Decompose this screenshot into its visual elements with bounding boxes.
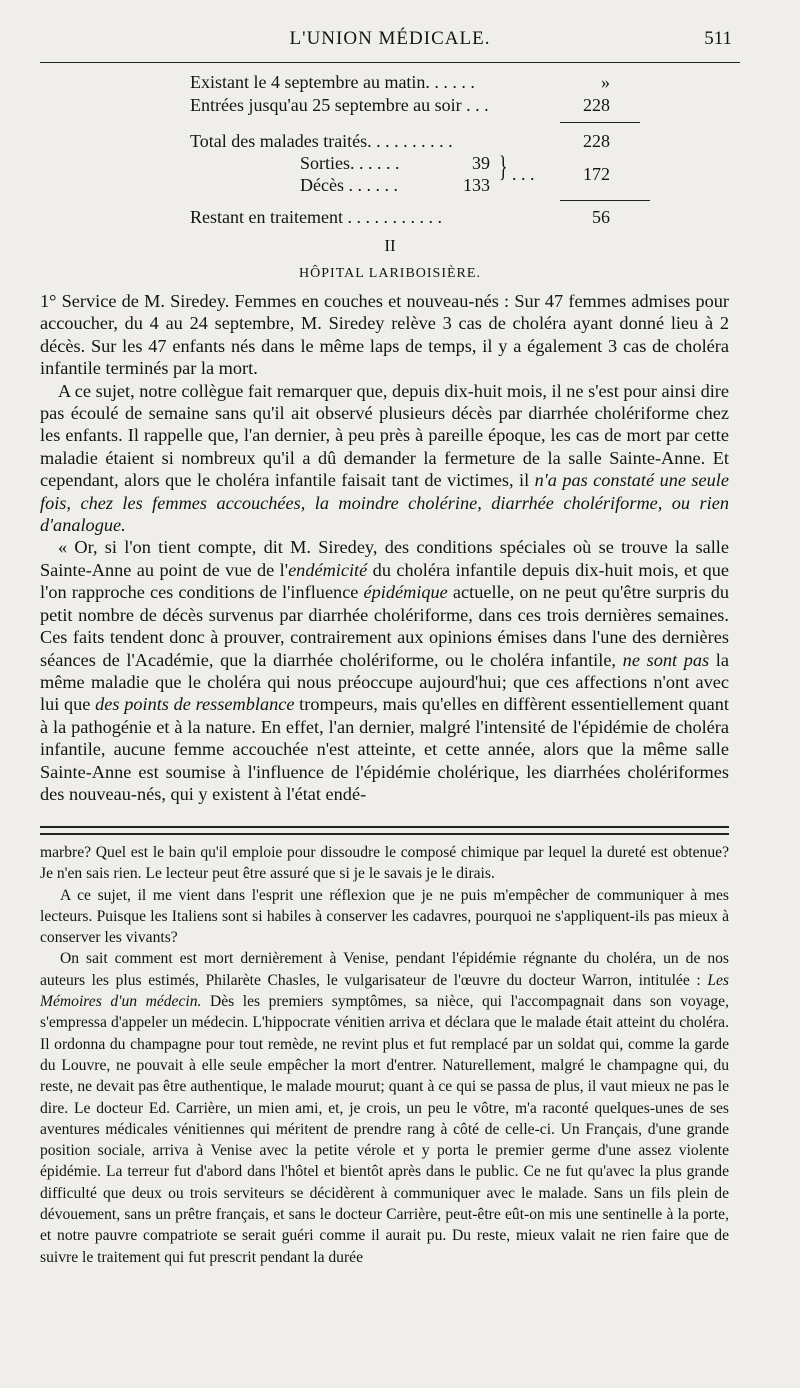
section-number: II [384,236,396,255]
table-label: Restant en traitement . . . . . . . . . . . [190,207,442,227]
page-number: 511 [704,28,732,49]
header-rule [40,62,740,63]
section-heading: HÔPITAL LARIBOISIÈRE. [299,266,481,281]
journal-page: L'UNION MÉDICALE. 511 Existant le 4 septembre au matin. . . . . . » Entrées jusqu'au 25 septembre au soir . . . 228 Total des malades traités. . . . . . . . . . 228 Sorties. . . . . . 39 Décès . . . . . . 133 } . . . 172 Restant en traitement . . . . . . . . . . . 56 II HÔPITAL LARIBOISIÈRE. 1° Service de M. Siredey. Femmes en couches et nouveau-nés : Sur 47 femmes admises pour accoucher, du 4 au 24 septembre, M. Siredey relève 3 cas de choléra ayant donné lieu à 2 décès. Sur les 47 enfants nés dans le même laps de temps, il y a également 3 cas de choléra infantile terminés par la mort. A ce sujet, notre collègue fait remarquer que, depuis dix-huit mois, il ne s'est pour ainsi dire pas écoulé de semaine sans qu'il ait observé plusieurs décès par diarrhée cholériforme chez les enfants. Il rappelle que, l'an dernier, à peu près à pareille époque, les cas de mort par cette maladie étaient si nombreux qu'il a dû demander la fermeture de la salle Sainte-Anne. Et cependant, alors que le choléra infantile faisait tant de victimes, il n'a pas constaté une seule fois, chez les femmes accouchées, la moindre cholérine, diarrhée cholériforme, ou rien d'analogue. « Or, si l'on tient compte, dit M. Siredey, des conditions spéciales où se trouve la salle Sainte-Anne au point de vue de l'endémicité du choléra infantile depuis dix-huit mois, et que l'on rapproche ces conditions de l'influence épidémique actuelle, on ne peut qu'être surpris du petit nombre de décès survenus par diarrhée cholériforme, dans ces trois dernières semaines. Ces faits tendent donc à prouver, contrairement aux opinions émises dans l'une des dernières séances de l'Académie, que la diarrhée cholériforme, ou le choléra infantile, ne sont pas la même maladie que le choléra qui nous préoccupe aujourd'hui; que ces affections n'ont avec lui que des points de ressemblance trompeurs, mais qu'elles en diffèrent essentiellement quant à la pathogénie et à la nature. En effet, l'an dernier, malgré l'intensité de l'épidémie de choléra infantile, aucune femme accouchée n'est atteinte, et cette année, alors que la même salle Sainte-Anne est soumise à l'influence de l'épidémie cholérique, les diarrhées cholériformes des nouveau-nés, qui y existent à l'état endé- marbre? Quel est le bain qu'il emploie pour dissoudre le composé chimique par lequel la dureté est obtenue? Je n'en sais rien. Le lecteur peut être assuré que si je le savais je le dirais. A ce sujet, il me vient dans l'esprit une réflexion que je ne puis m'empêcher de communiquer à mes lecteurs. Puisque les Italiens sont si habiles à conserver les cadavres, pourquoi ne s'appliquent-ils pas mieux à conserver les vivants? On sait comment est mort dernièrement à Venise, pendant l'épidémie régnante du choléra, un de nos auteurs les plus estimés, Philarète Chasles, le vulgarisateur de l'œuvre du docteur Warron, intitulée : Les Mémoires d'un médecin. Dès les premiers symptômes, sa nièce, qui l'accompagnait dans son voyage, s'empressa d'appeler un médecin. L'hippocrate vénitien arriva et déclara que le malade était atteint du choléra. Il ordonna du champagne pour tout remède, ne revint plus et fut remplacé par un soldat qui, comme la garde du Louvre, ne pouvait à elle seule empêcher la mort d'entrer. Naturellement, malgré le champagne qui, du reste, ne devait pas être authentique, le malade mourut; quant à ce qui se passa de plus, il vaut mieux ne pas le dire. Le docteur Ed. Carrière, un mien ami, et, je crois, un peu le vôtre, m'a raconté quelques-unes de ses aventures médicales vénitiennes qui méritent de prendre rang à côté de celle-ci. Un Français, d'une grande position sociale, arriva à Venise avec la petite vérole et y porta le premier germe d'une assez violente épidémie. La terreur fut d'abord dans l'hôtel et bientôt après dans le public. Ce ne fut qu'avec la plus grande difficulté que deux ou trois serviteurs se décidèrent à communiquer avec le malade. Sans un fils plein de dévouement, sans un prêtre français, et sans le docteur Carrière, peut-être eût-on mis une sentinelle à la porte, et notre pauvre compatriote se serait guéri comme il aurait pu. Du reste, mieux valait ne rien faire que de suivre le traitement qui fut prescrit pendant la durée [0,0,800,1388]
journal-title: L'UNION MÉDICALE. [289,28,491,49]
paragraph: 1° Service de M. Siredey. Femmes en couches et nouveau-nés : Sur 47 femmes admises pour accoucher, du 4 au 24 septembre, M. Siredey relève 3 cas de choléra ayant donné lieu à 2 décès. Sur les 47 enfants nés dans le même laps de temps, il y a également 3 cas de choléra infantile terminés par la mort. [40,291,729,379]
running-header [40,28,740,54]
paragraph: A ce sujet, il me vient dans l'esprit une réflexion que je ne puis m'empêcher de communiquer à mes lecteurs. Puisque les Italiens sont si habiles à conserver les cadavres, pourquoi ne s'appliquent-ils pas mieux à conserver les vivants? [40,886,729,947]
sum-rule [560,200,650,201]
table-label: Total des malades traités. . . . . . . . . . [190,131,453,151]
feuilleton [40,842,729,1268]
paragraph: marbre? Quel est le bain qu'il emploie pour dissoudre le composé chimique par lequel la dureté est obtenue? Je n'en sais rien. Le lecteur peut être assuré que si je le savais je le dirais. [40,844,729,883]
sum-dots: . . . [512,164,535,184]
paragraph: « Or, si l'on tient compte, dit M. Siredey, des conditions spéciales où se trouve la salle Sainte-Anne au point de vue de l'endémicité du choléra infantile depuis dix-huit mois, et que l'on rapproche ces conditions de l'influence épidémique actuelle, on ne peut qu'être surpris du petit nombre de décès survenus par diarrhée cholériforme, dans ces trois dernières semaines. Ces faits tendent donc à prouver, contrairement aux opinions émises dans l'une des dernières séances de l'Académie, que la diarrhée cholériforme, ou le choléra infantile, ne sont pas la même maladie que le choléra qui nous préoccupe aujourd'hui; que ces affections n'ont avec lui que des points de ressemblance trompeurs, mais qu'elles en diffèrent essentiellement quant à la pathogénie et à la nature. En effet, l'an dernier, malgré l'intensité de l'épidémie de choléra infantile, aucune femme accouchée n'est atteinte, et cette année, alors que la même salle Sainte-Anne est soumise à l'influence de l'épidémie cholérique, les diarrhées cholériformes des nouveau-nés, qui y existent à l'état endé- [40,537,730,804]
table-label: Entrées jusqu'au 25 septembre au soir . . . [190,95,489,115]
table-label: Sorties. . . . . . [300,153,400,173]
brace-icon: } [498,150,508,183]
sum-rule [560,122,640,123]
article-body [40,290,729,805]
feuilleton-separator [40,826,729,835]
paragraph: A ce sujet, notre collègue fait remarquer que, depuis dix-huit mois, il ne s'est pour ainsi dire pas écoulé de semaine sans qu'il ait observé plusieurs décès par diarrhée cholériforme chez les enfants. Il rappelle que, l'an dernier, à peu près à pareille époque, les cas de mort par cette maladie étaient si nombreux qu'il a dû demander la fermeture de la salle Sainte-Anne. Et cependant, alors que le choléra infantile faisait tant de victimes, il n'a pas constaté une seule fois, chez les femmes accouchées, la moindre cholérine, diarrhée cholériforme, ou rien d'analogue. [40,380,729,536]
table-label: Décès . . . . . . [300,175,398,195]
table-label: Existant le 4 septembre au matin. . . . . . [190,72,475,92]
paragraph: On sait comment est mort dernièrement à Venise, pendant l'épidémie régnante du choléra, un de nos auteurs les plus estimés, Philarète Chasles, le vulgarisateur de l'œuvre du docteur Warron, intitulée : Les Mémoires d'un médecin. Dès les premiers symptômes, sa nièce, qui l'accompagnait dans son voyage, s'empressa d'appeler un médecin. L'hippocrate vénitien arriva et déclara que le malade était atteint du choléra. Il ordonna du champagne pour tout remède, ne revint plus et fut remplacé par un soldat qui, comme la garde du Louvre, ne pouvait à elle seule empêcher la mort d'entrer. Naturellement, malgré le champagne qui, du reste, ne devait pas être authentique, le malade mourut; quant à ce qui se passa de plus, il vaut mieux ne pas le dire. Le docteur Ed. Carrière, un mien ami, et, je crois, un peu le vôtre, m'a raconté quelques-unes de ses aventures médicales vénitiennes qui méritent de prendre rang à côté de celle-ci. Un Français, d'une grande position sociale, arriva à Venise avec la petite vérole et y porta le premier germe d'une assez violente épidémie. La terreur fut d'abord dans l'hôtel et bientôt après dans le public. Ce ne fut qu'avec la plus grande difficulté que deux ou trois serviteurs se décidèrent à communiquer avec le malade. Sans un fils plein de dévouement, sans un prêtre français, et sans le docteur Carrière, peut-être eût-on mis une sentinelle à la porte, et notre pauvre compatriote se serait guéri comme il aurait pu. Du reste, mieux valait ne rien faire que de suivre le traitement qui fut prescrit pendant la durée [40,950,730,1266]
